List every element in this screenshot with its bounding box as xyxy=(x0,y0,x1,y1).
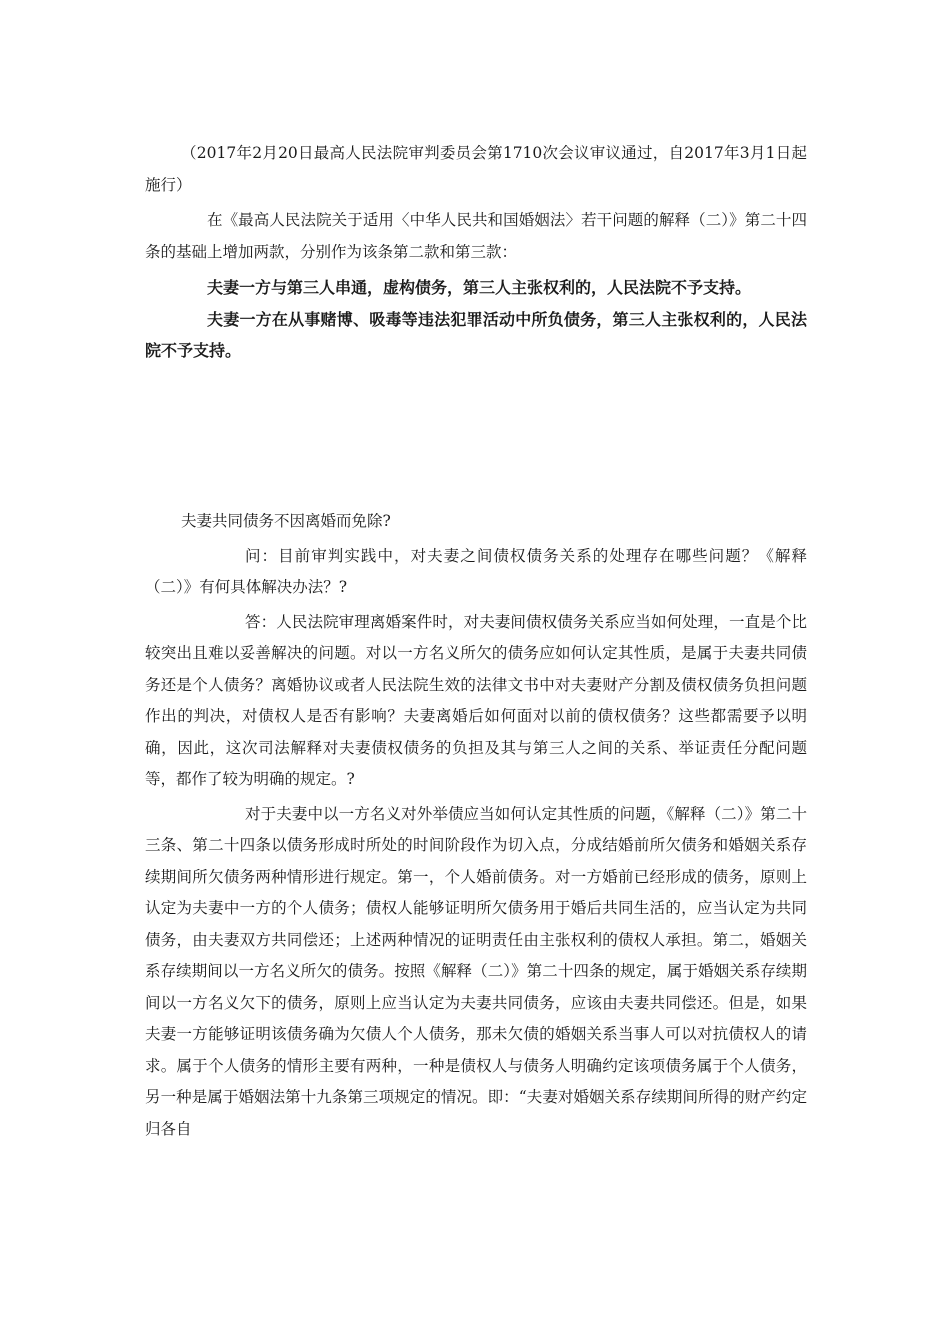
qa-section xyxy=(145,506,807,1145)
clause-two-paragraph: 夫妻一方与第三人串通，虚构债务，第三人主张权利的，人民法院不予支持。 xyxy=(207,278,752,297)
section-heading: 夫妻共同债务不因离婚而免除? xyxy=(181,512,391,530)
question-paragraph: 问：目前审判实践中，对夫妻之间债权债务关系的处理存在哪些问题？《解释（二）》有何具体解决办法？? xyxy=(145,546,807,596)
body-paragraph: 对于夫妻中以一方名义对外举债应当如何认定其性质的问题，《解释（二）》第二十三条、第二十四条以债务形成时所处的时间阶段作为切入点，分成结婚前所欠债务和婚姻关系存续期间所欠债务两种情形进行规定。第一，个人婚前债务。对一方婚前已经形成的债务，原则上认定为夫妻中一方的个人债务；债权人能够证明所欠债务用于婚后共同生活的，应当认定为共同债务，由夫妻双方共同偿还；上述两种情况的证明责任由主张权利的债权人承担。第二，婚姻关系存续期间以一方名义所欠的债务。按照《解释（二）》第二十四条的规定，属于婚姻关系存续期间以一方名义欠下的债务，原则上应当认定为夫妻共同债务，应该由夫妻共同偿还。但是，如果夫妻一方能够证明该债务确为欠债人个人债务，那未欠债的婚姻关系当事人可以对抗债权人的请求。属于个人债务的情形主要有两种，一种是债权人与债务人明确约定该项债务属于个人债务，另一种是属于婚姻法第十九条第三项规定的情况。即：“夫妻对婚姻关系存续期间所得的财产约定归各自 xyxy=(145,804,807,1138)
clause-three-paragraph: 夫妻一方在从事赌博、吸毒等违法犯罪活动中所负债务，第三人主张权利的，人民法院不予支持。 xyxy=(145,309,807,360)
answer-paragraph: 答：人民法院审理离婚案件时，对夫妻间债权债务关系应当如何处理，一直是个比较突出且难以妥善解决的问题。对以一方名义所欠的债务应如何认定其性质，是属于夫妻共同债务还是个人债务？离婚协议或者人民法院生效的法律文书中对夫妻财产分割及债权债务负担问题作出的判决，对债权人是否有影响？夫妻离婚后如何面对以前的债权债务？这些都需要予以明确，因此，这次司法解释对夫妻债权债务的负担及其与第三人之间的关系、举证责任分配问题等，都作了较为明确的规定。? xyxy=(145,612,807,788)
interpretation-section xyxy=(145,138,807,367)
intro-paragraph: 在《最高人民法院关于适用〈中华人民共和国婚姻法〉若干问题的解释（二）》第二十四条的基础上增加两款，分别作为该条第二款和第三款： xyxy=(145,211,807,261)
preamble-paragraph: （2017年2月20日最高人民法院审判委员会第1710次会议审议通过，自2017年3月1日起施行） xyxy=(145,144,807,194)
